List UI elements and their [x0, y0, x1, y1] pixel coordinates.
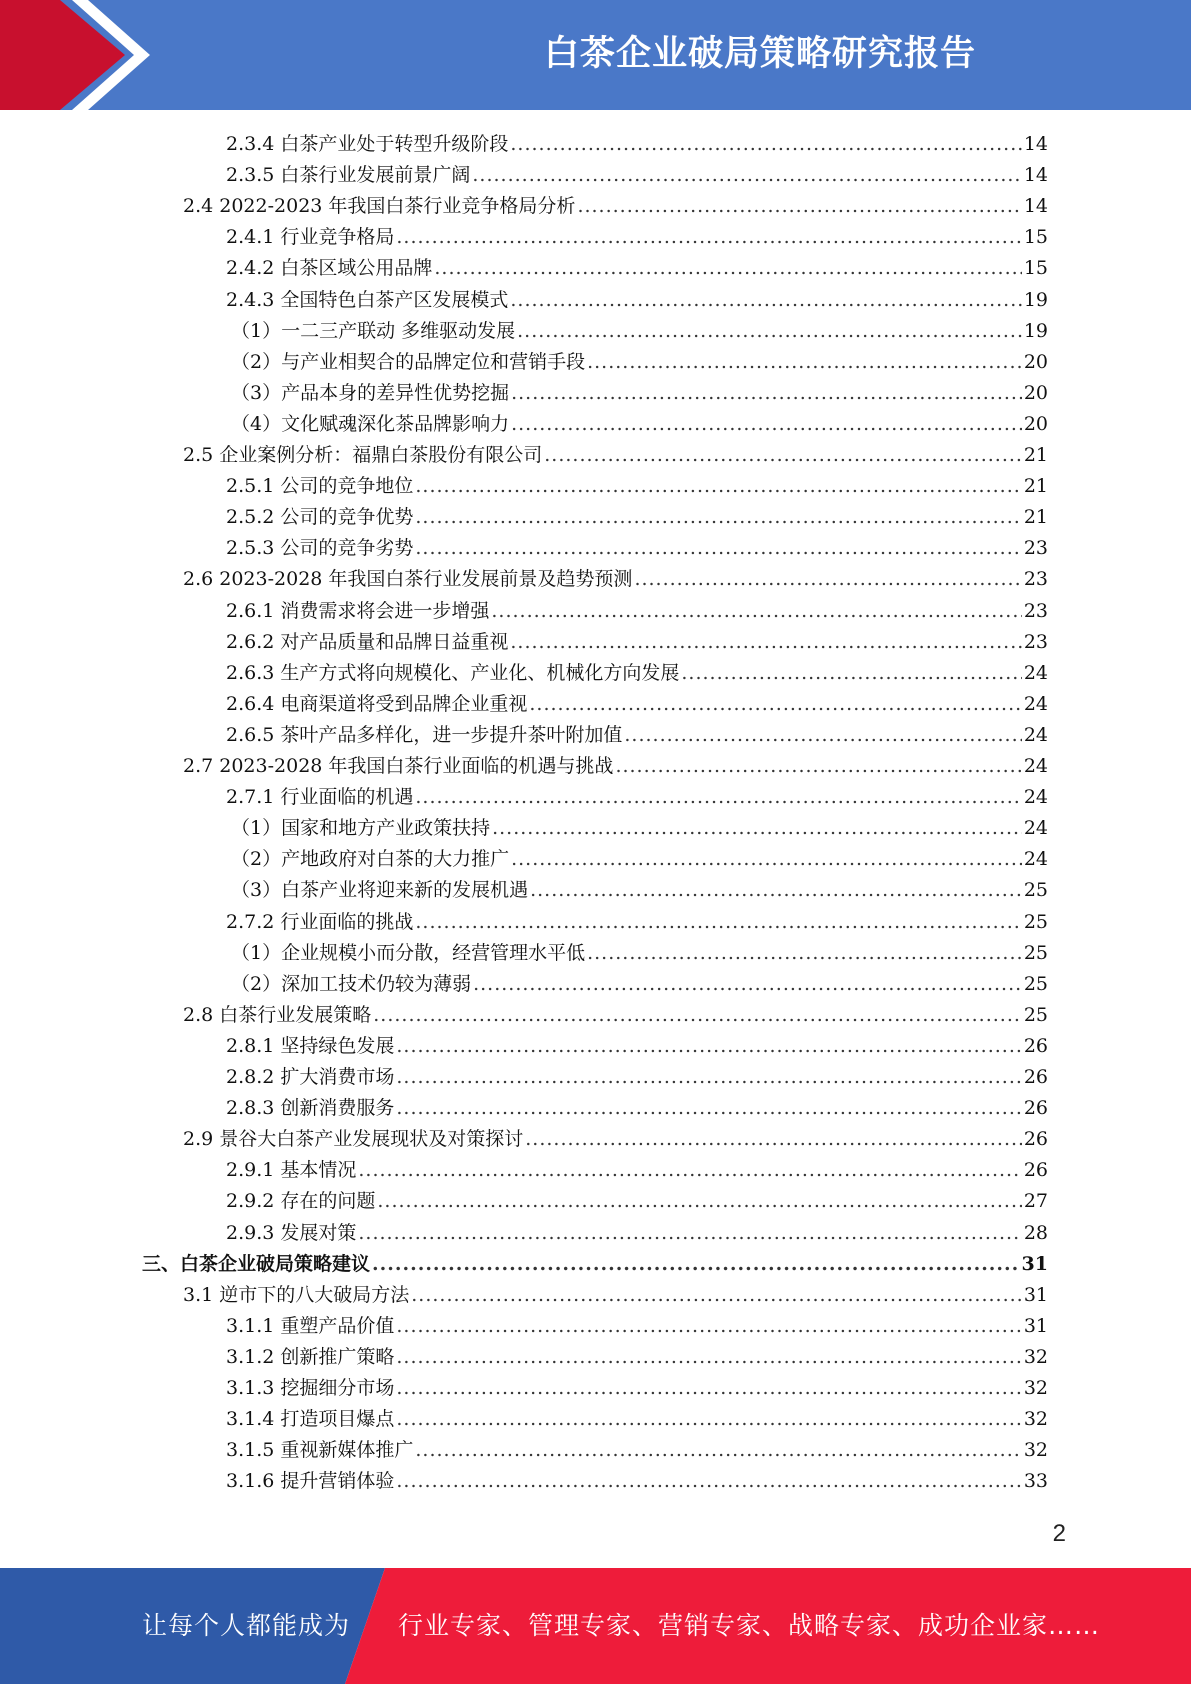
toc-entry-label: 2.7.2 行业面临的挑战	[226, 910, 414, 933]
toc-entry[interactable]	[226, 904, 1048, 935]
toc-entry-page: 23	[1023, 537, 1048, 560]
toc-entry-page: 32	[1023, 1439, 1048, 1462]
toc-leader-dots	[358, 1220, 1021, 1246]
toc-leader-dots	[525, 1126, 1022, 1152]
toc-entry-page: 25	[1023, 941, 1048, 964]
toc-entry[interactable]	[231, 375, 1048, 406]
toc-entry[interactable]	[231, 841, 1048, 872]
toc-leader-dots	[511, 846, 1022, 872]
toc-leader-dots	[396, 1033, 1021, 1059]
header-arrow-decoration	[0, 0, 340, 110]
toc-entry[interactable]	[183, 188, 1048, 219]
toc-entry-page: 27	[1023, 1190, 1048, 1213]
toc-entry-page: 14	[1023, 195, 1048, 218]
toc-entry[interactable]	[226, 686, 1048, 717]
toc-entry[interactable]	[231, 313, 1048, 344]
toc-leader-dots	[510, 287, 1021, 313]
toc-leader-dots	[434, 255, 1021, 281]
toc-entry[interactable]	[226, 1401, 1048, 1432]
toc-entry-page: 21	[1023, 444, 1048, 466]
toc-entry-label: （4）文化赋魂深化茶品牌影响力	[231, 412, 510, 435]
toc-entry-label: 2.5.2 公司的竞争优势	[226, 506, 414, 529]
toc-leader-dots	[587, 940, 1022, 966]
toc-entry[interactable]	[226, 282, 1048, 313]
footer-slogan-right: 行业专家、管理专家、营销专家、战略专家、成功企业家……	[398, 1611, 1101, 1640]
toc-entry-page: 31	[1021, 1252, 1048, 1275]
toc-entry[interactable]	[226, 655, 1048, 686]
toc-entry-label: 2.7.1 行业面临的机遇	[226, 786, 414, 809]
toc-entry[interactable]	[226, 126, 1048, 157]
toc-leader-dots	[517, 318, 1022, 344]
toc-entry[interactable]	[226, 1463, 1048, 1494]
toc-entry-page: 26	[1023, 1034, 1048, 1057]
toc-entry[interactable]	[226, 530, 1048, 561]
toc-entry-page: 20	[1023, 381, 1048, 404]
toc-entry-page: 24	[1023, 755, 1048, 777]
page-title: 白茶企业破局策略研究报告	[543, 34, 976, 74]
toc-entry[interactable]	[226, 1183, 1048, 1214]
toc-entry[interactable]	[183, 437, 1048, 468]
toc-entry[interactable]	[231, 872, 1048, 903]
toc-entry-page: 25	[1023, 972, 1048, 995]
toc-entry-page: 15	[1023, 257, 1048, 280]
toc-entry-label: 2.4.3 全国特色白茶产区发展模式	[226, 288, 509, 311]
toc-entry[interactable]	[226, 499, 1048, 530]
toc-entry-page: 20	[1023, 412, 1048, 435]
toc-leader-dots	[473, 971, 1022, 997]
toc-entry-label: 2.8.2 扩大消费市场	[226, 1066, 395, 1088]
toc-entry-page: 25	[1023, 879, 1048, 902]
toc-entry-label: 3.1.1 重塑产品价值	[226, 1314, 395, 1337]
toc-entry[interactable]	[183, 748, 1048, 779]
toc-leader-dots	[415, 535, 1021, 561]
toc-entry[interactable]	[226, 1339, 1048, 1370]
toc-leader-dots	[681, 660, 1021, 686]
toc-entry-page: 28	[1023, 1221, 1048, 1244]
toc-entry-page: 26	[1023, 1066, 1048, 1088]
toc-entry-label: 2.6.1 消费需求将会进一步增强	[226, 599, 490, 622]
toc-entry[interactable]	[226, 1215, 1048, 1246]
toc-entry-label: 2.6.5 茶叶产品多样化，进一步提升茶叶附加值	[226, 723, 623, 746]
toc-leader-dots	[511, 411, 1022, 437]
toc-entry-label: 2.7 2023-2028 年我国白茶行业面临的机遇与挑战	[183, 755, 614, 777]
toc-entry-label: 三、白茶企业破局策略建议	[142, 1252, 371, 1275]
toc-entry-page: 24	[1023, 692, 1048, 715]
toc-leader-dots	[415, 1437, 1021, 1463]
toc-entry-label: 2.4.1 行业竞争格局	[226, 226, 395, 249]
toc-entry[interactable]	[231, 406, 1048, 437]
toc-entry-label: 2.6.4 电商渠道将受到品牌企业重视	[226, 692, 528, 715]
toc-entry[interactable]	[226, 1090, 1048, 1121]
toc-entry[interactable]	[226, 593, 1048, 624]
toc-entry-page: 24	[1023, 723, 1048, 746]
toc-entry-label: （1）国家和地方产业政策扶持	[231, 817, 491, 840]
toc-leader-dots	[510, 629, 1021, 655]
toc-entry-label: （1）一二三产联动 多维驱动发展	[231, 319, 516, 342]
toc-entry-page: 23	[1023, 599, 1048, 622]
toc-leader-dots	[396, 1375, 1021, 1401]
toc-leader-dots	[587, 349, 1022, 375]
toc-entry-label: 3.1.6 提升营销体验	[226, 1470, 395, 1493]
toc-entry-label: （2）与产业相契合的品牌定位和营销手段	[231, 350, 586, 373]
footer-slogan-left: 让每个人都能成为	[142, 1611, 351, 1640]
toc-entry[interactable]	[142, 1246, 1048, 1277]
toc-entry[interactable]	[231, 966, 1048, 997]
toc-entry[interactable]	[231, 810, 1048, 841]
toc-entry-page: 23	[1023, 568, 1048, 591]
toc-entry-page: 21	[1023, 506, 1048, 529]
toc-entry-label: （3）白茶产业将迎来新的发展机遇	[231, 879, 529, 902]
toc-entry-page: 33	[1023, 1470, 1048, 1493]
toc-leader-dots	[396, 1313, 1021, 1339]
toc-entry[interactable]	[226, 624, 1048, 655]
toc-entry[interactable]	[226, 1028, 1048, 1059]
toc-entry-page: 31	[1023, 1314, 1048, 1337]
toc-entry[interactable]	[231, 344, 1048, 375]
toc-entry-page: 24	[1023, 786, 1048, 809]
toc-entry-label: 3.1 逆市下的八大破局方法	[183, 1283, 410, 1306]
toc-entry-page: 21	[1023, 475, 1048, 498]
toc-entry-label: 2.9.1 基本情况	[226, 1159, 357, 1182]
toc-entry[interactable]	[226, 468, 1048, 499]
toc-leader-dots	[615, 753, 1021, 779]
toc-entry-label: （2）深加工技术仍较为薄弱	[231, 972, 472, 995]
toc-entry-label: 2.6.3 生产方式将向规模化、产业化、机械化方向发展	[226, 661, 680, 684]
toc-entry-page: 19	[1023, 319, 1048, 342]
toc-entry-page: 24	[1023, 661, 1048, 684]
toc-entry-label: 2.5 企业案例分析：福鼎白茶股份有限公司	[183, 444, 543, 466]
toc-leader-dots	[544, 442, 1022, 468]
toc-leader-dots	[372, 1251, 1020, 1277]
toc-entry-page: 32	[1023, 1377, 1048, 1399]
toc-entry-label: 2.3.4 白茶产业处于转型升级阶段	[226, 133, 509, 155]
toc-entry-page: 15	[1023, 226, 1048, 249]
page-footer	[0, 1568, 1191, 1684]
toc-entry-page: 19	[1023, 288, 1048, 311]
toc-entry[interactable]	[226, 717, 1048, 748]
toc-entry[interactable]	[226, 1059, 1048, 1090]
toc-leader-dots	[396, 1406, 1021, 1432]
toc-entry-page: 32	[1023, 1345, 1048, 1368]
toc-entry-label: 2.6 2023-2028 年我国白茶行业发展前景及趋势预测	[183, 568, 633, 591]
toc-entry[interactable]	[226, 1152, 1048, 1183]
toc-entry[interactable]	[226, 1370, 1048, 1401]
page-header	[0, 0, 1191, 110]
toc-entry-label: 2.9.2 存在的问题	[226, 1190, 376, 1213]
toc-entry-page: 24	[1023, 848, 1048, 871]
toc-leader-dots	[634, 566, 1021, 592]
toc-leader-dots	[396, 1344, 1021, 1370]
toc-entry-page: 14	[1023, 133, 1048, 155]
toc-entry-page: 20	[1023, 350, 1048, 373]
toc-leader-dots	[396, 1468, 1021, 1494]
toc-entry[interactable]	[183, 997, 1048, 1028]
toc-leader-dots	[415, 473, 1021, 499]
toc-entry-label: 2.5.1 公司的竞争地位	[226, 475, 414, 498]
toc-leader-dots	[511, 380, 1022, 406]
toc-entry-page: 26	[1023, 1097, 1048, 1120]
toc-entry-page: 32	[1023, 1408, 1048, 1431]
toc-leader-dots	[396, 224, 1021, 250]
toc-leader-dots	[624, 722, 1021, 748]
toc-leader-dots	[373, 1002, 1022, 1028]
toc-entry-label: 3.1.5 重视新媒体推广	[226, 1439, 414, 1462]
toc-entry-label: 3.1.2 创新推广策略	[226, 1345, 395, 1368]
toc-entry-page: 23	[1023, 630, 1048, 653]
page-number: 2	[1052, 1520, 1066, 1547]
toc-entry-page: 25	[1023, 910, 1048, 933]
toc-leader-dots	[472, 162, 1021, 188]
toc-leader-dots	[415, 504, 1021, 530]
toc-entry-label: 2.4.2 白茶区域公用品牌	[226, 257, 433, 280]
toc-entry-label: 2.3.5 白茶行业发展前景广阔	[226, 164, 471, 187]
toc-leader-dots	[415, 784, 1021, 810]
toc-entry[interactable]	[183, 1121, 1048, 1152]
toc-entry[interactable]	[183, 561, 1048, 592]
toc-entry-page: 14	[1023, 164, 1048, 187]
toc-leader-dots	[529, 691, 1021, 717]
toc-leader-dots	[492, 815, 1022, 841]
toc-entry-label: 2.9.3 发展对策	[226, 1221, 357, 1244]
toc-leader-dots	[396, 1095, 1021, 1121]
toc-leader-dots	[577, 193, 1021, 219]
toc-leader-dots	[377, 1188, 1021, 1214]
toc-leader-dots	[358, 1157, 1021, 1183]
toc-entry[interactable]	[226, 219, 1048, 250]
toc-entry-label: 2.8 白茶行业发展策略	[183, 1003, 372, 1026]
toc-leader-dots	[415, 909, 1021, 935]
toc-entry[interactable]	[231, 935, 1048, 966]
toc-entry-page: 26	[1023, 1128, 1048, 1151]
toc-entry-label: （2）产地政府对白茶的大力推广	[231, 848, 510, 871]
toc-leader-dots	[510, 131, 1021, 157]
toc-entry-page: 24	[1023, 817, 1048, 840]
toc-entry-label: 2.5.3 公司的竞争劣势	[226, 537, 414, 560]
toc-entry-label: （3）产品本身的差异性优势挖掘	[231, 381, 510, 404]
toc-entry-label: 2.8.3 创新消费服务	[226, 1097, 395, 1120]
toc-entry[interactable]	[226, 1308, 1048, 1339]
toc-entry-label: 2.8.1 坚持绿色发展	[226, 1034, 395, 1057]
toc-entry-label: 2.9 景谷大白茶产业发展现状及对策探讨	[183, 1128, 524, 1151]
toc-leader-dots	[411, 1282, 1022, 1308]
toc-entry-label: 3.1.4 打造项目爆点	[226, 1408, 395, 1431]
toc-leader-dots	[530, 877, 1022, 903]
toc-leader-dots	[396, 1064, 1021, 1090]
toc-entry-page: 25	[1023, 1003, 1048, 1026]
toc-entry[interactable]	[226, 779, 1048, 810]
toc-entry[interactable]	[226, 250, 1048, 281]
toc-entry-page: 26	[1023, 1159, 1048, 1182]
toc-entry[interactable]	[226, 157, 1048, 188]
toc-entry-label: （1）企业规模小而分散，经营管理水平低	[231, 941, 586, 964]
toc-entry-label: 3.1.3 挖掘细分市场	[226, 1377, 395, 1399]
toc-entry[interactable]	[183, 1277, 1048, 1308]
toc-entry-page: 31	[1023, 1283, 1048, 1306]
toc-entry-label: 2.4 2022-2023 年我国白茶行业竞争格局分析	[183, 195, 576, 218]
toc-entry[interactable]	[226, 1432, 1048, 1463]
toc-leader-dots	[491, 598, 1021, 624]
toc-entry-label: 2.6.2 对产品质量和品牌日益重视	[226, 630, 509, 653]
